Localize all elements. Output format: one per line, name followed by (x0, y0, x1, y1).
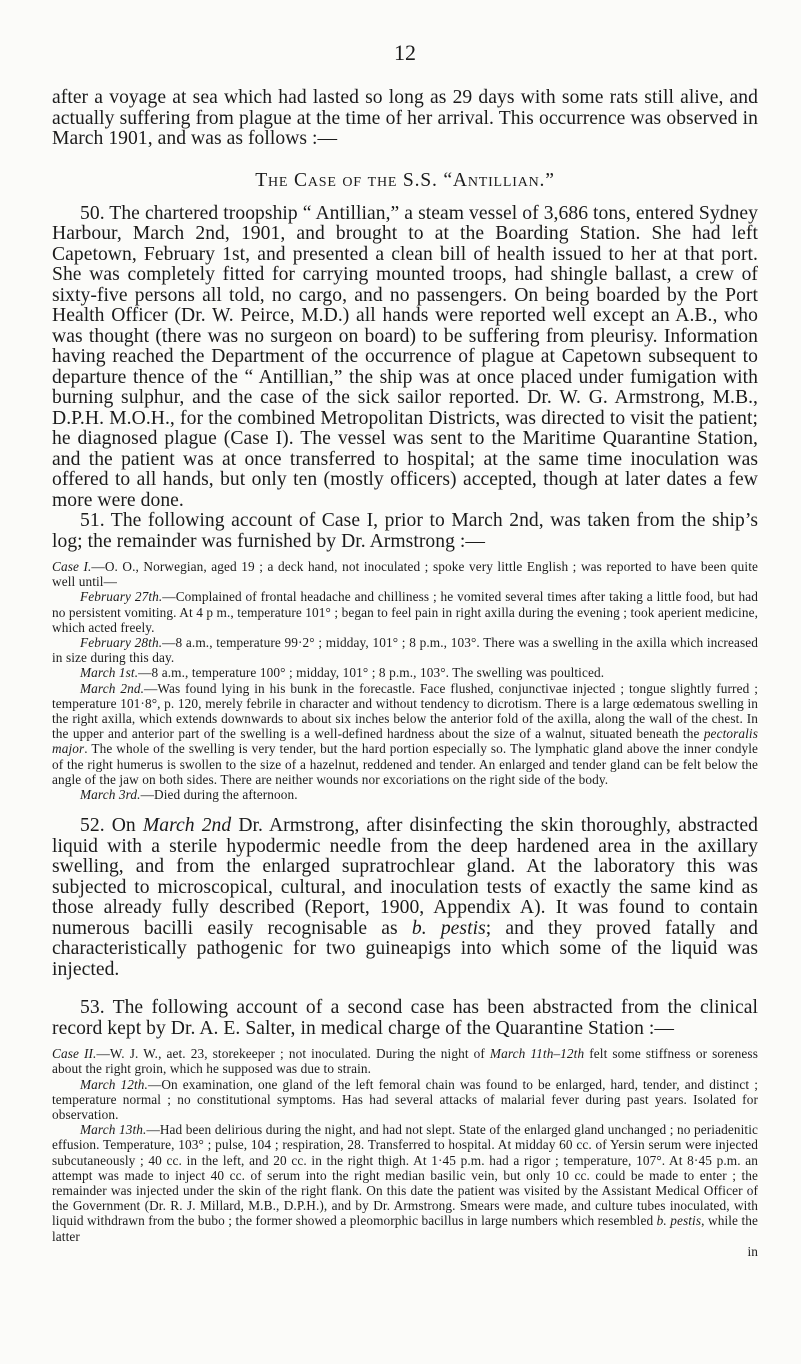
entry-text: —8 a.m., temperature 100° ; midday, 101° ; 8 p.m., 103°. The swelling was poulticed. (138, 665, 605, 681)
case-1-entry (52, 635, 758, 665)
paragraph-50: 50. The chartered troopship “ Antillian,” a steam vessel of 3,686 tons, entered Sydney Harbour, March 2nd, 1901, and brought to at the Boarding Station. She had left Capetown, February 1st, and presented a clean bill of health issued to her at that port. She was completely fitted for carrying mounted troops, had shingle ballast, a crew of sixty-five persons all told, no cargo, and no passengers. On being boarded by the Port Health Officer (Dr. W. Peirce, M.D.) all hands were reported well except an A.B., who was thought (there was no surgeon on board) to be suffering from pleurisy. Information having reached the Department of the occurrence of plague at Capetown subsequent to departure thence of the “ Antillian,” the ship was at once placed under fumigation with burning sulphur, and the case of the sick sailor reported. Dr. W. G. Armstrong, M.B., D.P.H. M.O.H., for the combined Metropolitan Districts, was directed to visit the patient; he diagnosed plague (Case I). The vessel was sent to the Maritime Quarantine Station, and the patient was at once transferred to hospital; at the same time inoculation was offered to all hands, but only ten (mostly officers) accepted, though at later dates a few more were done. (52, 202, 758, 511)
case-1-entry (52, 589, 758, 635)
paragraph-52-text: ; and they proved fatally and characteristically pathogenic for two guineapigs into which some of the liquid was injected. (52, 917, 758, 980)
case-2-intro (52, 1046, 758, 1076)
case-2-label: Case II. (52, 1046, 97, 1062)
entry-italic-term: b. pestis (656, 1213, 702, 1229)
entry-italic-term: pectoralis major (52, 726, 758, 757)
entry-date: March 2nd. (80, 680, 145, 696)
paragraph-51: 51. The following account of Case I, prior to March 2nd, was taken from the ship’s log; the remainder was furnished by Dr. Armstrong :— (52, 510, 758, 552)
intro-paragraph: after a voyage at sea which had lasted so long as 29 days with some rats still alive, and actually suffering from plague at the time of her arrival. This occurrence was observed in March 1901, and was as follows :— (52, 87, 758, 149)
case-1-text: —O. O., Norwegian, aged 19 ; a deck hand, not inoculated ; spoke very little English ; was reported to have been quite well until— (52, 559, 758, 590)
catchword: in (747, 1243, 758, 1259)
entry-date: March 3rd. (80, 787, 141, 803)
case-2-entry (52, 1077, 758, 1123)
paragraph-52-text: 52. On (80, 815, 143, 837)
case-1-entry (52, 681, 758, 787)
page-number: 12 (394, 40, 416, 65)
entry-text-tail: . The whole of the swelling is very tender, but the hard portion especially so. The lymphatic gland above the inner condyle of the right humerus is swollen to the size of a hazelnut, reddened and tender. An enlarged and tender gland can be felt below the angle of the jaw on both sides. There are neither wounds nor excoriations on the right side of the body. (52, 741, 758, 787)
case-2-date: March 11th–12th (489, 1046, 585, 1062)
entry-date: March 1st. (80, 665, 139, 681)
entry-text: —8 a.m., temperature 99·2° ; midday, 101° ; 8 p.m., 103°. There was a swelling in the axilla which increased in size during this day. (52, 635, 758, 666)
paragraph-52-text: Dr. Armstrong, after disinfecting the skin thoroughly, abstracted liquid with a sterile hypodermic needle from the deep hardened area in the axillary swelling, and from the enlarged supratrochlear gland. At the laboratory this was subjected to microscopical, cultural, and inoculation tests of exactly the same kind as those already fully described (Report, 1900, Appendix A). It was found to contain numerous bacilli easily recognisable as (52, 815, 758, 939)
entry-date: February 27th. (80, 589, 163, 605)
paragraph-52-date: March 2nd (142, 815, 232, 837)
entry-text: —Had been delirious during the night, and had not slept. State of the enlarged gland unchanged ; no periadenitic effusion. Temperature, 103° ; pulse, 104 ; respiration, 28. Transferred to hospital. At midday 60 cc. of Yersin serum were injected subcutaneously ; 40 cc. in the left, and 20 cc. in the right thigh. At 1·45 p.m. had a rigor ; temperature, 107°. At 8·45 p.m. an attempt was made to inject 40 cc. of serum into the right median basilic vein, but only 10 cc. could be made to enter ; the remainder was injected under the skin of the right flank. On this date the patient was visited by the Assistant Medical Officer of the Government (Dr. R. J. Millard, M.B., D.P.H.), and by Dr. Armstrong. Smears were made, and culture tubes inoculated, with liquid withdrawn from the bubo ; the former showed a pleomorphic bacillus in large numbers which resembled (52, 1122, 758, 1229)
case-2-record (52, 1046, 758, 1259)
entry-text: —Was found lying in his bunk in the forecastle. Face flushed, conjunctivae injected ; tongue slightly furred ; temperature 101·8°, p. 120, merely febrile in character and without tendency to dicrotism. There is a large œdematous swelling in the right axilla, which extends downwards to about six inches below the anterior fold of the axilla, along the wall of the chest. In the upper and anterior part of the swelling is a well-defined hardness about the size of a walnut, situated beneath the (52, 680, 758, 742)
case-2-entry (52, 1122, 758, 1244)
entry-date: February 28th. (80, 635, 163, 651)
case-2-text: felt some stiffness or soreness about the right groin, which he supposed was due to strain. (52, 1046, 758, 1077)
entry-text-tail: , while the latter (52, 1213, 758, 1244)
case-1-entry (52, 665, 758, 680)
entry-text: —Complained of frontal headache and chilliness ; he vomited several times after taking a little food, but had no persistent vomiting. At 4 p m., temperature 101° ; began to feel pain in right axilla during the evening ; took aperient medicine, which acted freely. (52, 589, 758, 635)
paragraph-52-species: b. pestis (411, 917, 486, 939)
entry-date: March 12th. (80, 1076, 148, 1092)
paragraph-52 (52, 816, 758, 980)
case-2-text: —W. J. W., aet. 23, storekeeper ; not inoculated. During the night of (96, 1046, 490, 1062)
case-1-record (52, 559, 758, 802)
entry-date: March 13th. (80, 1122, 147, 1138)
entry-text: —On examination, one gland of the left femoral chain was found to be enlarged, hard, tender, and distinct ; temperature normal ; no constitutional symptoms. Has had several attacks of malarial fever during past years. Isolated for observation. (52, 1076, 758, 1123)
case-1-label: Case I. (52, 559, 92, 574)
paragraph-53: 53. The following account of a second case has been abstracted from the clinical record kept by Dr. A. E. Salter, in medical charge of the Quarantine Station :— (52, 997, 758, 1039)
document-page (52, 40, 758, 1350)
section-heading: The Case of the S.S. “Antillian.” (255, 169, 555, 191)
case-1-intro (52, 559, 758, 589)
case-1-entry (52, 787, 758, 802)
entry-text: —Died during the afternoon. (140, 787, 298, 803)
